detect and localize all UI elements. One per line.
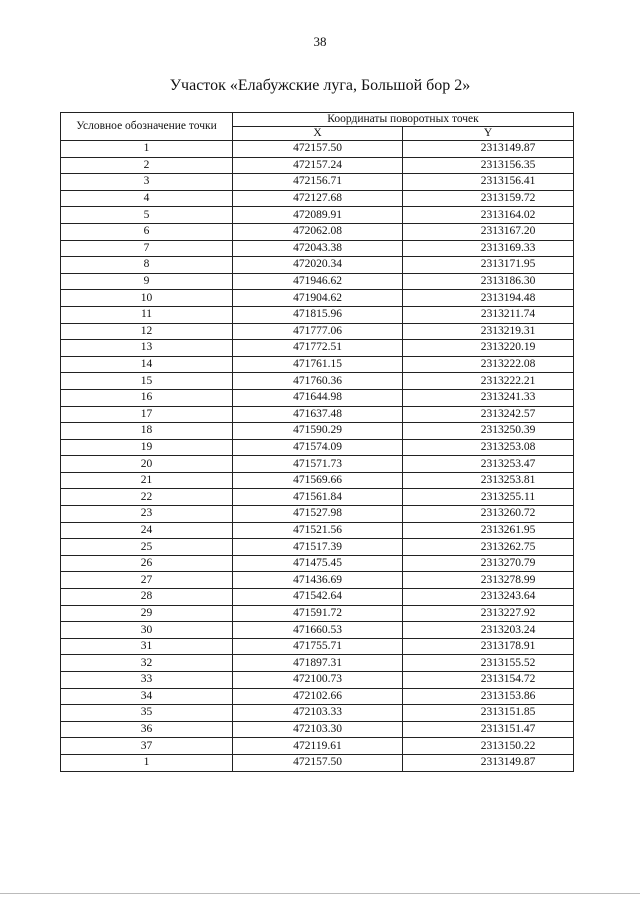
point-cell: 21	[61, 472, 233, 489]
document-title: Участок «Елабужские луга, Большой бор 2»	[169, 77, 471, 94]
x-coordinate-cell: 471760.36	[233, 373, 403, 390]
y-coordinate-cell: 2313253.08	[403, 439, 574, 456]
point-cell: 1	[61, 141, 233, 158]
table-row	[61, 688, 574, 705]
table-row	[61, 655, 574, 672]
y-coordinate-cell: 2313186.30	[403, 273, 574, 290]
y-coordinate-cell: 2313255.11	[403, 489, 574, 506]
y-coordinate-cell: 2313220.19	[403, 340, 574, 357]
table-row	[61, 207, 574, 224]
point-cell: 25	[61, 539, 233, 556]
table-row	[61, 705, 574, 722]
header-point-label: Условное обозначение точки	[61, 113, 233, 141]
x-coordinate-cell: 472020.34	[233, 257, 403, 274]
point-cell: 5	[61, 207, 233, 224]
point-cell: 27	[61, 572, 233, 589]
x-coordinate-cell: 472157.50	[233, 141, 403, 158]
y-coordinate-cell: 2313150.22	[403, 738, 574, 755]
table-row	[61, 622, 574, 639]
x-coordinate-cell: 471590.29	[233, 423, 403, 440]
point-cell: 36	[61, 721, 233, 738]
x-coordinate-cell: 471904.62	[233, 290, 403, 307]
y-coordinate-cell: 2313253.47	[403, 456, 574, 473]
page-number: 38	[313, 34, 327, 49]
x-coordinate-cell: 472103.30	[233, 721, 403, 738]
x-coordinate-cell: 471475.45	[233, 555, 403, 572]
y-coordinate-cell: 2313156.41	[403, 174, 574, 191]
point-cell: 2	[61, 157, 233, 174]
x-coordinate-cell: 471569.66	[233, 472, 403, 489]
point-cell: 6	[61, 223, 233, 240]
table-row	[61, 356, 574, 373]
point-cell: 34	[61, 688, 233, 705]
y-coordinate-cell: 2313167.20	[403, 223, 574, 240]
x-coordinate-cell: 471946.62	[233, 273, 403, 290]
table-row	[61, 721, 574, 738]
point-cell: 15	[61, 373, 233, 390]
y-coordinate-cell: 2313178.91	[403, 638, 574, 655]
x-coordinate-cell: 471660.53	[233, 622, 403, 639]
y-coordinate-cell: 2313149.87	[403, 754, 574, 771]
point-cell: 31	[61, 638, 233, 655]
y-coordinate-cell: 2313219.31	[403, 323, 574, 340]
point-cell: 23	[61, 506, 233, 523]
x-coordinate-cell: 472157.24	[233, 157, 403, 174]
point-cell: 12	[61, 323, 233, 340]
x-coordinate-cell: 471897.31	[233, 655, 403, 672]
table-row	[61, 340, 574, 357]
y-coordinate-cell: 2313227.92	[403, 605, 574, 622]
point-cell: 24	[61, 522, 233, 539]
header-y-label: Y	[403, 127, 574, 141]
table-header	[61, 113, 574, 141]
y-coordinate-cell: 2313149.87	[403, 141, 574, 158]
point-cell: 11	[61, 306, 233, 323]
table-row	[61, 306, 574, 323]
page-bottom-edge	[0, 893, 640, 894]
point-cell: 17	[61, 406, 233, 423]
table-row	[61, 539, 574, 556]
point-cell: 7	[61, 240, 233, 257]
table-row	[61, 406, 574, 423]
point-cell: 19	[61, 439, 233, 456]
y-coordinate-cell: 2313154.72	[403, 672, 574, 689]
table-row	[61, 506, 574, 523]
table-row	[61, 672, 574, 689]
point-cell: 16	[61, 389, 233, 406]
point-cell: 18	[61, 423, 233, 440]
x-coordinate-cell: 471571.73	[233, 456, 403, 473]
x-coordinate-cell: 471561.84	[233, 489, 403, 506]
point-cell: 14	[61, 356, 233, 373]
table-row	[61, 389, 574, 406]
table-row	[61, 190, 574, 207]
table-row	[61, 323, 574, 340]
table-row	[61, 240, 574, 257]
header-x-label: X	[233, 127, 403, 141]
x-coordinate-cell: 471644.98	[233, 389, 403, 406]
table-row	[61, 373, 574, 390]
table-row	[61, 638, 574, 655]
y-coordinate-cell: 2313270.79	[403, 555, 574, 572]
y-coordinate-cell: 2313242.57	[403, 406, 574, 423]
table-row	[61, 223, 574, 240]
table-row	[61, 555, 574, 572]
y-coordinate-cell: 2313261.95	[403, 522, 574, 539]
point-cell: 10	[61, 290, 233, 307]
x-coordinate-cell: 471521.56	[233, 522, 403, 539]
x-coordinate-cell: 471517.39	[233, 539, 403, 556]
x-coordinate-cell: 471542.64	[233, 589, 403, 606]
y-coordinate-cell: 2313222.21	[403, 373, 574, 390]
y-coordinate-cell: 2313151.47	[403, 721, 574, 738]
x-coordinate-cell: 472156.71	[233, 174, 403, 191]
x-coordinate-cell: 471755.71	[233, 638, 403, 655]
point-cell: 33	[61, 672, 233, 689]
table-row	[61, 174, 574, 191]
point-cell: 1	[61, 754, 233, 771]
point-cell: 26	[61, 555, 233, 572]
table-row	[61, 157, 574, 174]
point-cell: 22	[61, 489, 233, 506]
point-cell: 13	[61, 340, 233, 357]
x-coordinate-cell: 472089.91	[233, 207, 403, 224]
point-cell: 35	[61, 705, 233, 722]
point-cell: 4	[61, 190, 233, 207]
y-coordinate-cell: 2313155.52	[403, 655, 574, 672]
y-coordinate-cell: 2313151.85	[403, 705, 574, 722]
y-coordinate-cell: 2313194.48	[403, 290, 574, 307]
table-row	[61, 605, 574, 622]
y-coordinate-cell: 2313159.72	[403, 190, 574, 207]
y-coordinate-cell: 2313222.08	[403, 356, 574, 373]
x-coordinate-cell: 472102.66	[233, 688, 403, 705]
x-coordinate-cell: 472119.61	[233, 738, 403, 755]
y-coordinate-cell: 2313253.81	[403, 472, 574, 489]
x-coordinate-cell: 471591.72	[233, 605, 403, 622]
y-coordinate-cell: 2313260.72	[403, 506, 574, 523]
table-row	[61, 456, 574, 473]
x-coordinate-cell: 472100.73	[233, 672, 403, 689]
table-row	[61, 290, 574, 307]
table-row	[61, 522, 574, 539]
table-body	[61, 141, 574, 772]
x-coordinate-cell: 471436.69	[233, 572, 403, 589]
table-row	[61, 572, 574, 589]
x-coordinate-cell: 472103.33	[233, 705, 403, 722]
point-cell: 30	[61, 622, 233, 639]
y-coordinate-cell: 2313243.64	[403, 589, 574, 606]
x-coordinate-cell: 472062.08	[233, 223, 403, 240]
point-cell: 9	[61, 273, 233, 290]
y-coordinate-cell: 2313156.35	[403, 157, 574, 174]
y-coordinate-cell: 2313250.39	[403, 423, 574, 440]
y-coordinate-cell: 2313262.75	[403, 539, 574, 556]
x-coordinate-cell: 471761.15	[233, 356, 403, 373]
coordinates-table	[60, 112, 574, 772]
y-coordinate-cell: 2313203.24	[403, 622, 574, 639]
y-coordinate-cell: 2313278.99	[403, 572, 574, 589]
table-row	[61, 257, 574, 274]
x-coordinate-cell: 471815.96	[233, 306, 403, 323]
table-row	[61, 754, 574, 771]
table-row	[61, 472, 574, 489]
x-coordinate-cell: 472127.68	[233, 190, 403, 207]
point-cell: 29	[61, 605, 233, 622]
y-coordinate-cell: 2313153.86	[403, 688, 574, 705]
y-coordinate-cell: 2313211.74	[403, 306, 574, 323]
table-row	[61, 439, 574, 456]
y-coordinate-cell: 2313241.33	[403, 389, 574, 406]
table-row	[61, 589, 574, 606]
y-coordinate-cell: 2313164.02	[403, 207, 574, 224]
table-row	[61, 273, 574, 290]
point-cell: 20	[61, 456, 233, 473]
table-row	[61, 141, 574, 158]
point-cell: 3	[61, 174, 233, 191]
header-coordinates-label: Координаты поворотных точек	[233, 113, 574, 127]
x-coordinate-cell: 471574.09	[233, 439, 403, 456]
y-coordinate-cell: 2313171.95	[403, 257, 574, 274]
x-coordinate-cell: 471777.06	[233, 323, 403, 340]
point-cell: 37	[61, 738, 233, 755]
point-cell: 32	[61, 655, 233, 672]
point-cell: 28	[61, 589, 233, 606]
x-coordinate-cell: 472157.50	[233, 754, 403, 771]
point-cell: 8	[61, 257, 233, 274]
x-coordinate-cell: 471772.51	[233, 340, 403, 357]
table-row	[61, 489, 574, 506]
x-coordinate-cell: 472043.38	[233, 240, 403, 257]
table-row	[61, 738, 574, 755]
x-coordinate-cell: 471527.98	[233, 506, 403, 523]
y-coordinate-cell: 2313169.33	[403, 240, 574, 257]
table-row	[61, 423, 574, 440]
x-coordinate-cell: 471637.48	[233, 406, 403, 423]
